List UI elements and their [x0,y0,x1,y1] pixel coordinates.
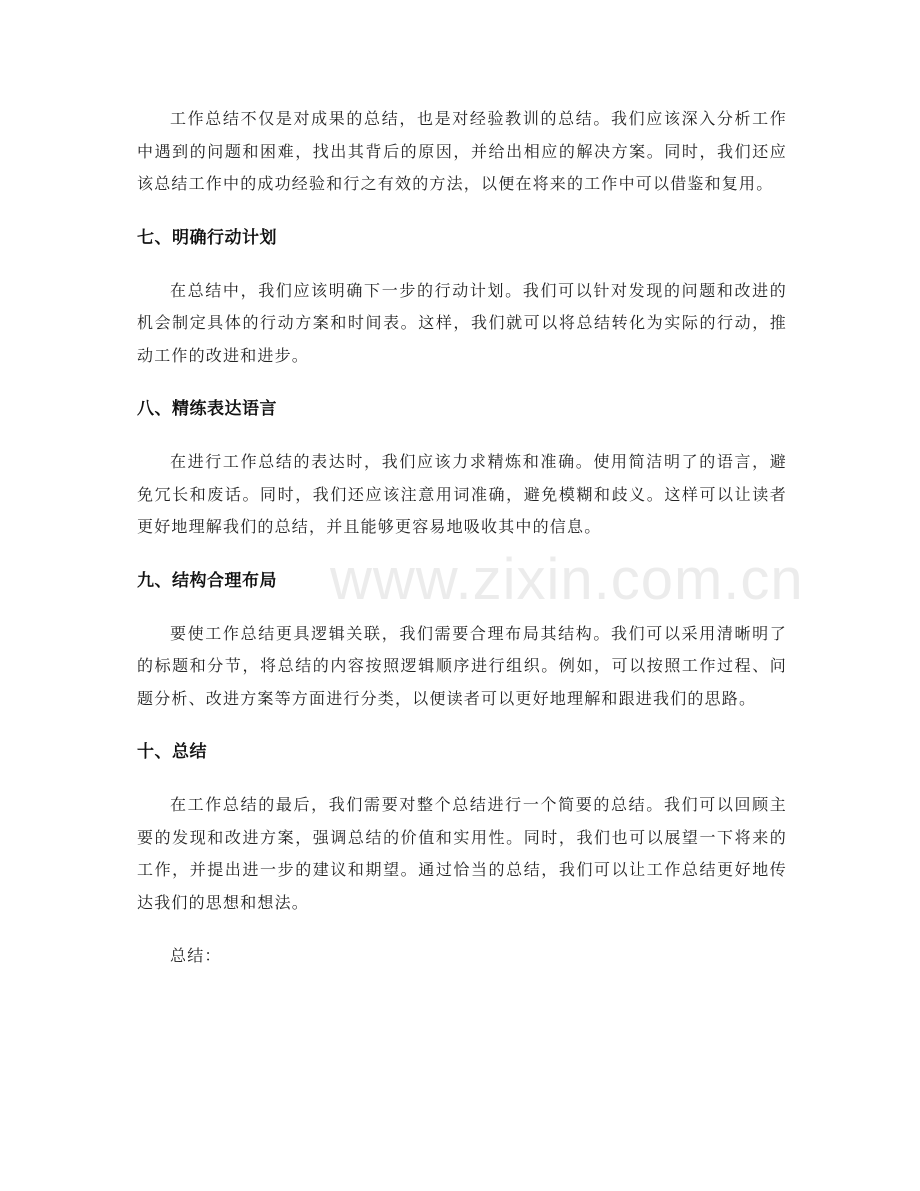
document-body [137,103,787,994]
watermark: www.zixin.com.cn [330,547,804,612]
section-7-heading: 七、明确行动计划 [137,227,277,248]
intro-paragraph: 工作总结不仅是对成果的总结，也是对经验教训的总结。我们应该深入分析工作中遇到的问题和困难，找出其背后的原因，并给出相应的解决方案。同时，我们还应该总结工作中的成功经验和行之有效的方法，以便在将来的工作中可以借鉴和复用。 [137,109,787,193]
section-7-paragraph: 在总结中，我们应该明确下一步的行动计划。我们可以针对发现的问题和改进的机会制定具体的行动方案和时间表。这样，我们就可以将总结转化为实际的行动，推动工作的改进和进步。 [137,280,787,365]
section-10-paragraph: 在工作总结的最后，我们需要对整个总结进行一个简要的总结。我们可以回顾主要的发现和改进方案，强调总结的价值和实用性。同时，我们也可以展望一下将来的工作，并提出进一步的建议和期望。通过恰当的总结，我们可以让工作总结更好地传达我们的思想和想法。 [137,795,787,912]
section-8-paragraph: 在进行工作总结的表达时，我们应该力求精炼和准确。使用简洁明了的语言，避免冗长和废话。同时，我们还应该注意用词准确，避免模糊和歧义。这样可以让读者更好地理解我们的总结，并且能够更容易地吸收其中的信息。 [137,452,787,536]
section-8-heading: 八、精练表达语言 [137,399,277,419]
section-9-heading: 九、结构合理布局 [137,570,277,591]
closing-label: 总结： [170,946,222,965]
section-10-heading: 十、总结 [137,742,207,762]
section-9-paragraph: 要使工作总结更具逻辑关联，我们需要合理布局其结构。我们可以采用清晰明了的标题和分节，将总结的内容按照逻辑顺序进行组织。例如，可以按照工作过程、问题分析、改进方案等方面进行分类，以便读者可以更好地理解和跟进我们的思路。 [137,623,787,708]
